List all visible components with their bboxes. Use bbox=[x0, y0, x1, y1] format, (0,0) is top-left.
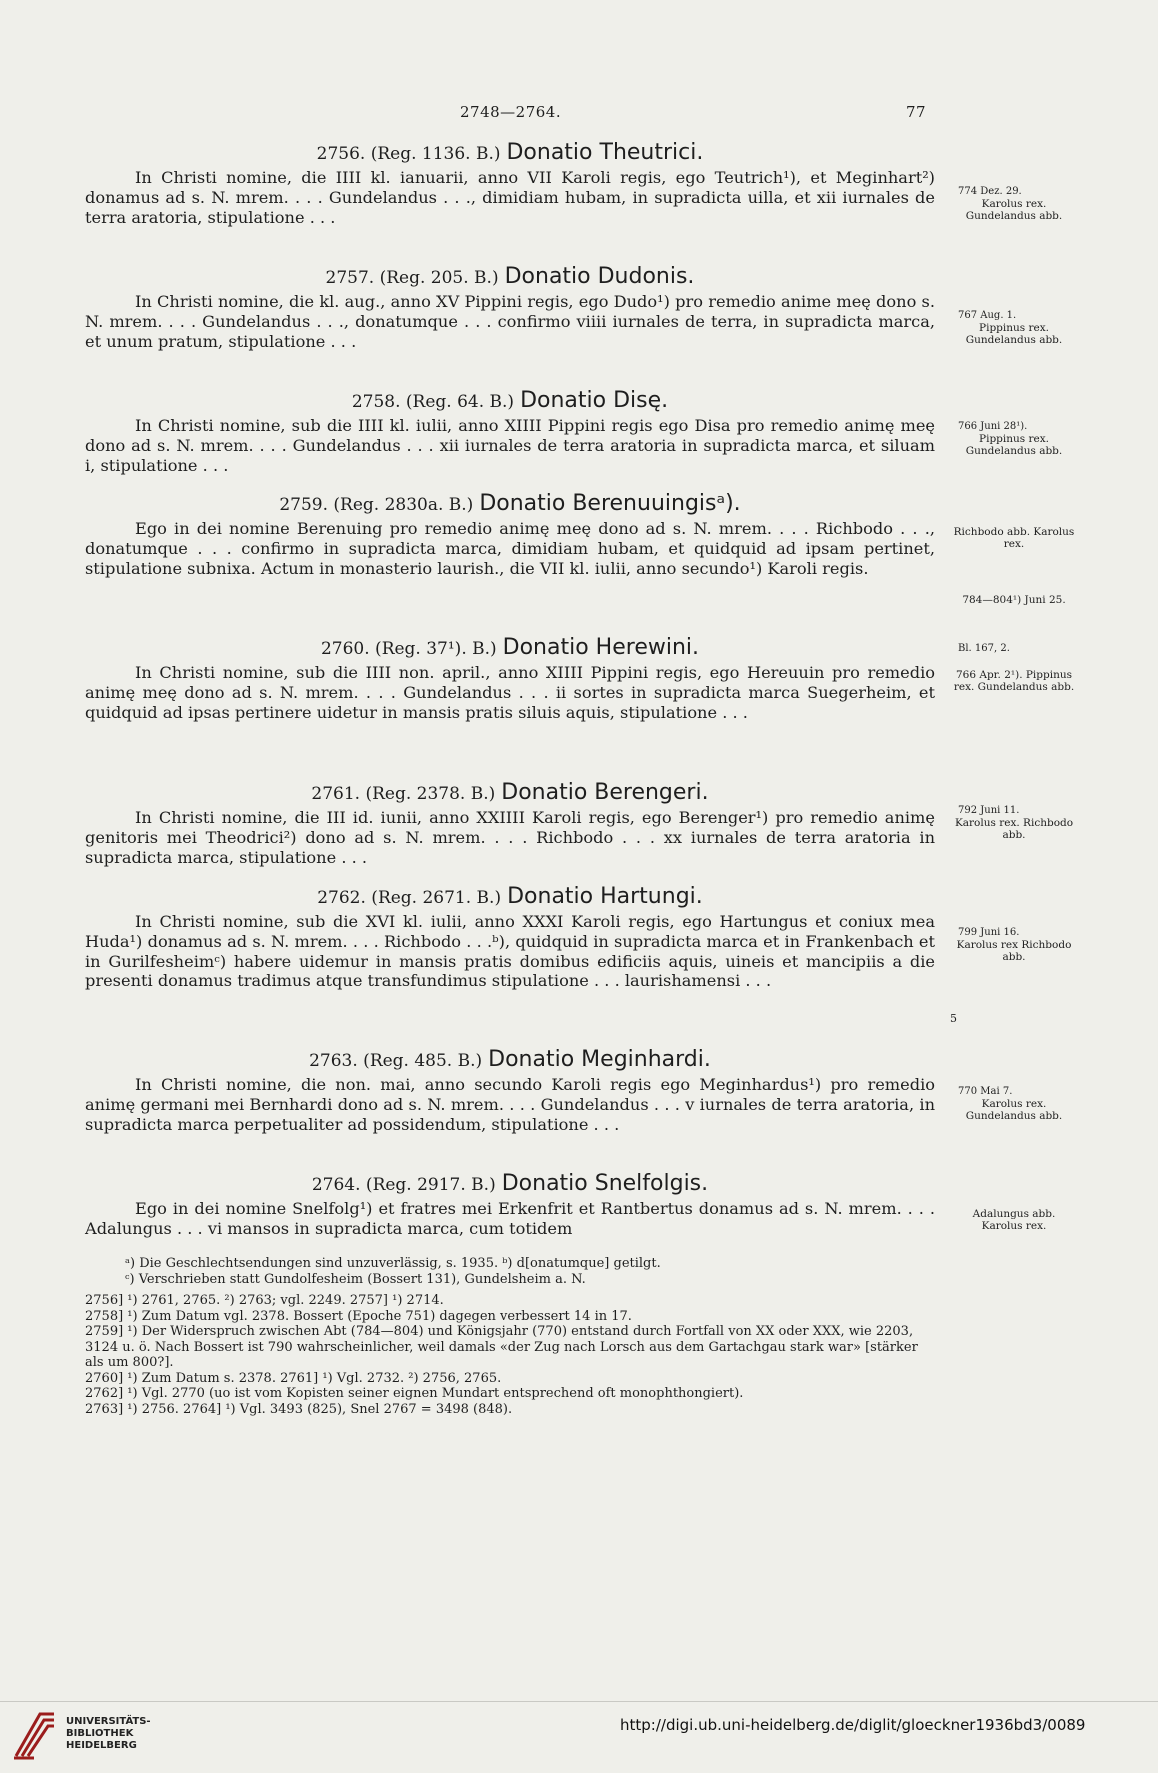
footnote: 2759] ¹) Der Widerspruch zwischen Abt (784—804) und Königsjahr (770) entstand durch Fortfall von XX oder XXX, wie 2203, 3124 u. ö. Nach Bossert ist 790 wahrscheinlicher, weil damals «der Zug nach Lorsch aus dem Gartachgau stark war» [stärker als um 800?]. bbox=[85, 1324, 918, 1370]
footnote: 2756] ¹) 2761, 2765. ²) 2763; vgl. 2249. 2757] ¹) 2714. bbox=[85, 1293, 444, 1308]
charter-entry bbox=[85, 141, 935, 227]
charter-entry bbox=[85, 885, 935, 991]
margin-note: Richbodo abb. Karolus rex. 784—804¹) Juni 25. bbox=[953, 526, 1075, 606]
entry-text: In Christi nomine, die IIII kl. ianuarii, anno VII Karoli regis, ego Teutrich¹), et Meginhart²) donamus ad s. N. mrem. . . . Gundelandus . . ., dimidiam hubam, in supradicta uilla, et xii iurnales de terra aratoria, stipulatione . . . bbox=[85, 168, 935, 227]
entry-heading: 2762. (Reg. 2671. B.) Donatio Hartungi. bbox=[317, 884, 703, 909]
entry-title: Donatio Snelfolgis. bbox=[501, 1171, 709, 1196]
charter-entry bbox=[85, 1048, 935, 1134]
footnote: 2762] ¹) Vgl. 2770 (uo ist vom Kopisten seiner eignen Mundart entsprechend oft monophthongiert). bbox=[85, 1386, 744, 1401]
entry-title: Donatio Meginhardi. bbox=[488, 1047, 711, 1072]
entry-text: In Christi nomine, sub die XVI kl. iulii, anno XXXI Karoli regis, ego Hartungus et coniux mea Huda¹) donamus ad s. N. mrem. . . . Richbodo . . .ᵇ), quidquid in supradicta marca et in Frankenbach et in Gurilfesheimᶜ) habere uidemur in mansis pratis domibus edificiis aquis, uineis et mancipiis a die presenti donamus tradimus atque transfundimus stipulatione . . . laurishamensi . . . bbox=[85, 912, 935, 991]
entry-text: In Christi nomine, sub die IIII non. april., anno XIIII Pippini regis, ego Hereuuin pro remedio animę meę dono ad s. N. mrem. . . . Gundelandus . . . ii sortes in supradicta marca Suegerheim, et quidquid ad ipsas pertinere uidetur in mansis pratis siluis aquis, stipulatione . . . bbox=[85, 663, 935, 722]
entry-text: In Christi nomine, die kl. aug., anno XV Pippini regis, ego Dudo¹) pro remedio anime meę dono s. N. mrem. . . . Gundelandus . . ., donatumque . . . confirmo viiii iurnales de terra, in supradicta marca, et unum pratum, stipulatione . . . bbox=[85, 292, 935, 351]
entry-text: Ego in dei nomine Snelfolg¹) et fratres mei Erkenfrit et Rantbertus donamus ad s. N. mrem. . . . Adalungus . . . vi mansos in supradicta marca, cum totidem bbox=[85, 1199, 935, 1238]
margin-note: 774 Dez. 29. Karolus rex. Gundelandus abb. bbox=[958, 186, 1063, 222]
footer-divider bbox=[0, 1701, 1158, 1702]
charter-entry bbox=[85, 781, 935, 867]
charter-entry bbox=[85, 492, 935, 578]
footnote: ᶜ) Verschrieben statt Gundolfesheim (Bossert 131), Gundelsheim a. N. bbox=[125, 1271, 586, 1287]
entry-title: Donatio Theutrici. bbox=[506, 140, 704, 165]
margin-note: 770 Mai 7. Karolus rex. Gundelandus abb. bbox=[958, 1086, 1063, 1122]
margin-note: 766 Juni 28¹). Pippinus rex. Gundelandus abb. bbox=[958, 421, 1063, 457]
margin-note: Bl. 167, 2. 766 Apr. 2¹). Pippinus rex. Gundelandus abb. bbox=[953, 643, 1075, 693]
entry-heading: 2757. (Reg. 205. B.) Donatio Dudonis. bbox=[325, 264, 695, 289]
source-url-link[interactable]: http://digi.ub.uni-heidelberg.de/diglit/gloeckner1936bd3/0089 bbox=[620, 1716, 1086, 1734]
footnote: 2763] ¹) 2756. 2764] ¹) Vgl. 3493 (825), Snel 2767 = 3498 (848). bbox=[85, 1401, 513, 1417]
entry-text: In Christi nomine, sub die IIII kl. iulii, anno XIIII Pippini regis ego Disa pro remedio animę meę dono ad s. N. mrem. . . . Gundelandus . . . xii iurnales de terra aratoria in supradicta marca, et siluam i, stipulatione . . . bbox=[85, 416, 935, 475]
entry-text: In Christi nomine, die III id. iunii, anno XXIIII Karoli regis, ego Berenger¹) pro remedio animę genitoris mei Theodrici²) dono ad s. N. mrem. . . . Richbodo . . . xx iurnales de terra aratoria in supradicta marca, stipulatione . . . bbox=[85, 808, 935, 867]
charter-entry bbox=[85, 265, 935, 351]
entry-title: Donatio Dudonis. bbox=[504, 264, 695, 289]
charter-entry bbox=[85, 389, 935, 475]
entry-heading: 2761. (Reg. 2378. B.) Donatio Berengeri. bbox=[311, 780, 709, 805]
entry-title: Donatio Herewini. bbox=[502, 635, 700, 660]
running-head-range: 2748—2764. bbox=[460, 103, 562, 121]
footnote: ᵃ) Die Geschlechtsendungen sind unzuverlässig, s. 1935. ᵇ) d[onatumque] getilgt. bbox=[125, 1256, 661, 1271]
margin-note: 767 Aug. 1. Pippinus rex. Gundelandus abb. bbox=[958, 310, 1063, 346]
library-name: UNIVERSITÄTS- BIBLIOTHEK HEIDELBERG bbox=[66, 1716, 151, 1751]
entry-heading: 2764. (Reg. 2917. B.) Donatio Snelfolgis. bbox=[311, 1171, 709, 1196]
library-logo-icon bbox=[10, 1706, 60, 1762]
footnotes bbox=[85, 1256, 935, 1417]
margin-note: Adalungus abb. Karolus rex. bbox=[972, 1208, 1056, 1232]
entry-text: Ego in dei nomine Berenuing pro remedio animę meę dono ad s. N. mrem. . . . Richbodo . . ., donatumque . . . confirmo in supradicta marca, dimidiam hubam, et quidquid ad ipsam pertinet, stipulatione subnixa. Actum in monasterio laurish., die VII kl. iulii, anno secundo¹) Karoli regis. bbox=[85, 519, 935, 578]
page-number: 77 bbox=[906, 103, 927, 121]
entry-heading: 2763. (Reg. 485. B.) Donatio Meginhardi. bbox=[309, 1047, 711, 1072]
entry-title: Donatio Disę. bbox=[520, 388, 669, 413]
footnote: 2760] ¹) Zum Datum s. 2378. 2761] ¹) Vgl. 2732. ²) 2756, 2765. bbox=[85, 1370, 502, 1386]
entry-title: Donatio Berengeri. bbox=[501, 780, 709, 805]
margin-note: 792 Juni 11. Karolus rex. Richbodo abb. bbox=[954, 805, 1074, 841]
entry-heading: 2758. (Reg. 64. B.) Donatio Disę. bbox=[351, 388, 669, 413]
footnote: 2758] ¹) Zum Datum vgl. 2378. Bossert (Epoche 751) dagegen verbessert 14 in 17. bbox=[85, 1308, 632, 1324]
entry-text: In Christi nomine, die non. mai, anno secundo Karoli regis ego Meginhardus¹) pro remedio animę germani mei Bernhardi dono ad s. N. mrem. . . . Gundelandus . . . v iurnales de terra aratoria, in supradicta marca perpetualiter ad possidendum, stipulatione . . . bbox=[85, 1075, 935, 1134]
entry-heading: 2759. (Reg. 2830a. B.) Donatio Berenuuingisᵃ). bbox=[279, 491, 741, 516]
entry-heading: 2760. (Reg. 37¹). B.) Donatio Herewini. bbox=[320, 635, 700, 660]
line-number: 5 bbox=[950, 1012, 957, 1025]
entry-title: Donatio Berenuuingisᵃ). bbox=[479, 491, 741, 516]
charter-entry bbox=[85, 636, 935, 722]
margin-note: 799 Juni 16. Karolus rex Richbodo abb. bbox=[956, 927, 1072, 963]
charter-entry bbox=[85, 1172, 935, 1239]
entry-heading: 2756. (Reg. 1136. B.) Donatio Theutrici. bbox=[316, 140, 704, 165]
entry-title: Donatio Hartungi. bbox=[507, 884, 703, 909]
